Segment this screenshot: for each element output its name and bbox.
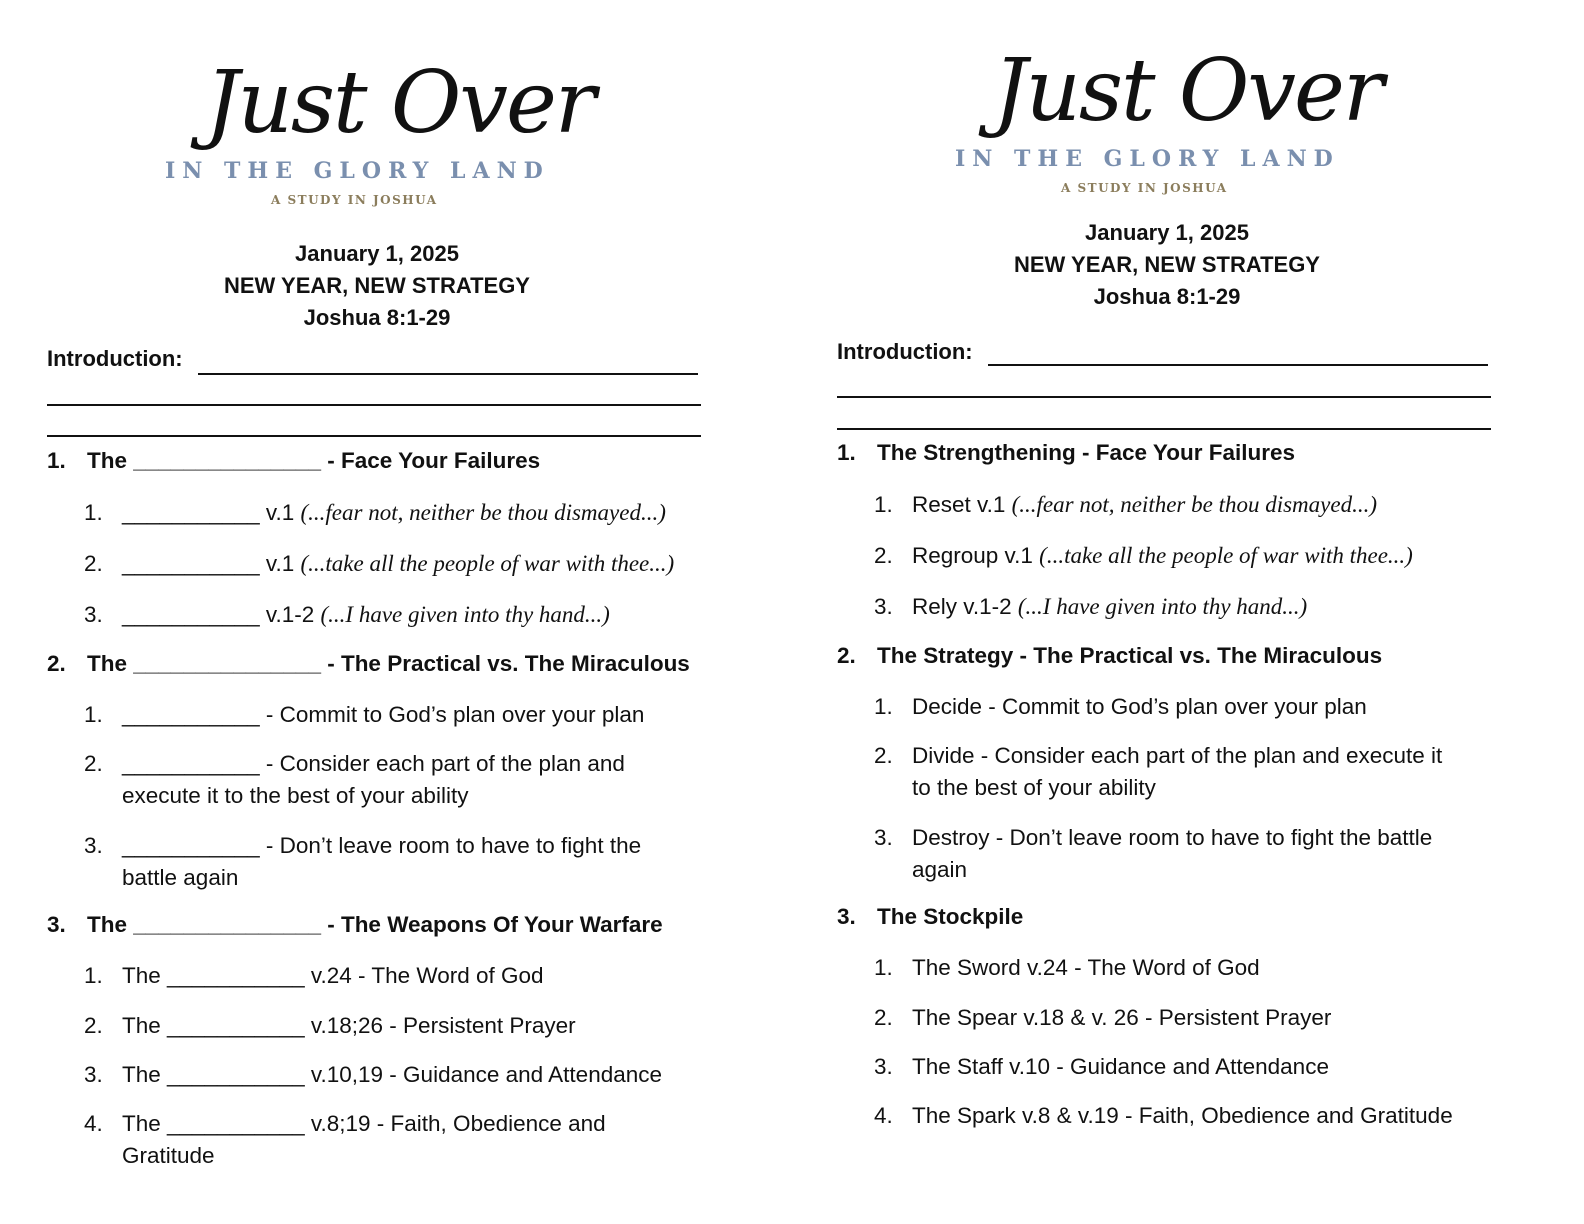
item-text: The ___________ v.24 - The Word of God xyxy=(122,963,544,988)
item-text-continued: to the best of your ability xyxy=(912,775,1156,800)
sermon-header xyxy=(967,217,1367,313)
section-heading xyxy=(47,912,663,938)
logo-subtitle: IN THE GLORY LAND xyxy=(165,158,550,184)
section-number: 1. xyxy=(837,440,856,465)
sermon-title: NEW YEAR, NEW STRATEGY xyxy=(1014,252,1320,277)
section-heading xyxy=(837,904,1023,930)
item-number: 2. xyxy=(84,551,103,576)
item-number: 4. xyxy=(874,1103,893,1128)
intro-blank-line xyxy=(837,428,1491,430)
section-title: The Strategy - The Practical vs. The Miraculous xyxy=(877,643,1383,668)
section-number: 3. xyxy=(47,912,66,937)
item-text: ___________ v.1 xyxy=(122,500,301,525)
sermon-passage: Joshua 8:1-29 xyxy=(1093,284,1241,309)
item-number: 2. xyxy=(874,543,893,568)
intro-label: Introduction: xyxy=(47,346,183,371)
intro-blank-line xyxy=(47,435,701,437)
sermon-passage: Joshua 8:1-29 xyxy=(303,305,451,330)
logo-tagline: A STUDY IN JOSHUA xyxy=(271,193,438,207)
item-scripture: (...I have given into thy hand...) xyxy=(1017,594,1308,619)
sermon-header xyxy=(177,238,577,334)
right-handout-answer-key xyxy=(792,0,1584,1224)
intro-blank-line xyxy=(837,396,1491,398)
item-number: 4. xyxy=(84,1111,103,1136)
item-text: The ___________ v.8;19 - Faith, Obedience and xyxy=(122,1111,606,1136)
item-number: 2. xyxy=(874,743,893,768)
item-text: ___________ - Commit to God’s plan over your plan xyxy=(122,702,645,727)
item-number: 1. xyxy=(874,694,893,719)
item-number: 1. xyxy=(84,702,103,727)
item-number: 3. xyxy=(84,602,103,627)
item-number: 3. xyxy=(874,825,893,850)
item-number: 1. xyxy=(84,500,103,525)
section-title: The _______________ - Face Your Failures xyxy=(87,448,541,473)
section-title: The _______________ - The Practical vs. The Miraculous xyxy=(87,651,690,676)
section-title: The Stockpile xyxy=(877,904,1024,929)
item-number: 3. xyxy=(874,594,893,619)
logo-script-title: Just Over xyxy=(205,53,594,153)
item-text: ___________ - Consider each part of the plan and xyxy=(122,751,625,776)
item-text: ___________ v.1-2 xyxy=(122,602,321,627)
item-text: ___________ v.1 xyxy=(122,551,301,576)
item-text: Destroy - Don’t leave room to have to fight the battle xyxy=(912,825,1433,850)
section-title: The _______________ - The Weapons Of Your Warfare xyxy=(87,912,663,937)
sermon-title: NEW YEAR, NEW STRATEGY xyxy=(224,273,530,298)
study-logo xyxy=(955,36,1385,206)
item-number: 2. xyxy=(874,1005,893,1030)
item-text-continued: Gratitude xyxy=(122,1143,215,1168)
item-scripture: (...fear not, neither be thou dismayed...) xyxy=(300,500,666,525)
item-text: The ___________ v.18;26 - Persistent Prayer xyxy=(122,1013,576,1038)
item-number: 2. xyxy=(84,751,103,776)
item-text: The Spark v.8 & v.19 - Faith, Obedience and Gratitude xyxy=(912,1103,1453,1128)
item-number: 3. xyxy=(84,833,103,858)
section-heading xyxy=(837,643,1382,669)
logo-script-title: Just Over xyxy=(993,41,1382,141)
item-text: The Spear v.18 & v. 26 - Persistent Prayer xyxy=(912,1005,1332,1030)
item-number: 1. xyxy=(84,963,103,988)
item-number: 3. xyxy=(84,1062,103,1087)
item-scripture: (...fear not, neither be thou dismayed...) xyxy=(1011,492,1377,517)
sermon-date: January 1, 2025 xyxy=(1085,220,1249,245)
item-scripture: (...take all the people of war with thee...) xyxy=(1039,543,1413,568)
intro-label: Introduction: xyxy=(837,339,973,364)
item-text: Rely v.1-2 xyxy=(912,594,1018,619)
item-text: Decide - Commit to God’s plan over your plan xyxy=(912,694,1367,719)
item-text: The Sword v.24 - The Word of God xyxy=(912,955,1260,980)
section-number: 2. xyxy=(837,643,856,668)
item-text: The ___________ v.10,19 - Guidance and Attendance xyxy=(122,1062,663,1087)
item-scripture: (...I have given into thy hand...) xyxy=(320,602,610,627)
item-text: Divide - Consider each part of the plan and execute it xyxy=(912,743,1443,768)
item-text: Regroup v.1 xyxy=(912,543,1040,568)
item-number: 2. xyxy=(84,1013,103,1038)
section-number: 3. xyxy=(837,904,856,929)
logo-tagline: A STUDY IN JOSHUA xyxy=(1061,181,1228,195)
item-number: 3. xyxy=(874,1054,893,1079)
section-title: The Strengthening - Face Your Failures xyxy=(877,440,1295,465)
intro-blank-line xyxy=(47,404,701,406)
study-logo xyxy=(165,48,595,218)
item-number: 1. xyxy=(874,955,893,980)
item-text-continued: battle again xyxy=(122,865,239,890)
item-text-continued: again xyxy=(912,857,968,882)
section-number: 1. xyxy=(47,448,66,473)
item-text: ___________ - Don’t leave room to have to fight the xyxy=(122,833,642,858)
section-heading xyxy=(47,448,540,474)
item-scripture: (...take all the people of war with thee...) xyxy=(300,551,675,576)
section-number: 2. xyxy=(47,651,66,676)
intro-blank-line xyxy=(988,364,1488,366)
section-heading xyxy=(837,440,1295,466)
sermon-date: January 1, 2025 xyxy=(295,241,459,266)
logo-subtitle: IN THE GLORY LAND xyxy=(955,146,1340,172)
item-number: 1. xyxy=(874,492,893,517)
item-text: Reset v.1 xyxy=(912,492,1012,517)
section-heading xyxy=(47,651,690,677)
item-text-continued: execute it to the best of your ability xyxy=(122,783,469,808)
item-text: The Staff v.10 - Guidance and Attendance xyxy=(912,1054,1329,1079)
intro-blank-line xyxy=(198,373,698,375)
